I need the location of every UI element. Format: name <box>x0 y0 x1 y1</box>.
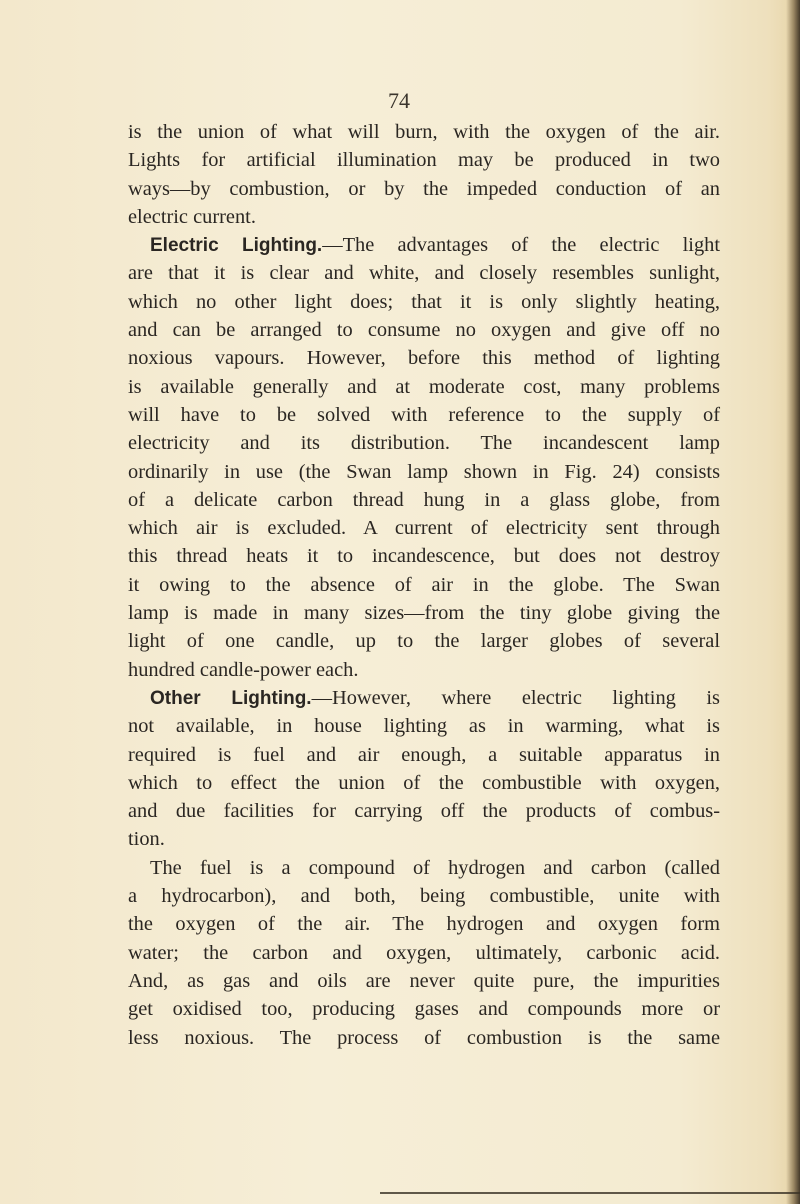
line-text: which to effect the union of the combustible with oxygen, <box>128 771 720 794</box>
text-line <box>128 939 720 967</box>
text-line <box>128 514 720 542</box>
text-line <box>128 429 720 457</box>
line-text: ways—by combustion, or by the impeded conduction of an <box>128 177 720 200</box>
text-line <box>128 910 720 938</box>
line-text: —However, where electric lighting is <box>311 686 720 709</box>
text-line <box>128 769 720 797</box>
line-text: are that it is clear and white, and closely resembles sunlight, <box>128 262 720 285</box>
text-line <box>128 995 720 1023</box>
page-number: 74 <box>388 88 410 113</box>
text-line <box>128 118 720 146</box>
line-text: the oxygen of the air. The hydrogen and oxygen form <box>128 913 720 936</box>
section-heading: Other Lighting. <box>150 687 312 709</box>
line-text: The fuel is a compound of hydrogen and carbon (called <box>150 856 720 879</box>
line-text: less noxious. The process of combustion is the same <box>128 1026 720 1049</box>
line-text: which air is excluded. A current of electricity sent through <box>128 517 720 540</box>
text-line <box>128 967 720 995</box>
line-text: noxious vapours. However, before this method of lighting <box>128 347 720 370</box>
line-text: Lights for artificial illumination may be produced in two <box>128 149 720 172</box>
text-line <box>128 316 720 344</box>
line-text: ordinarily in use (the Swan lamp shown in Fig. 24) consists <box>128 460 720 483</box>
text-line <box>128 542 720 570</box>
text-line <box>128 882 720 910</box>
line-text: and due facilities for carrying off the products of combus- <box>128 800 720 823</box>
line-text: of a delicate carbon thread hung in a glass globe, from <box>128 488 720 511</box>
line-text: light of one candle, up to the larger globes of several <box>128 630 720 653</box>
line-text: —The advantages of the electric light <box>322 234 721 257</box>
text-line <box>128 599 720 627</box>
text-line <box>128 175 720 203</box>
line-text: water; the carbon and oxygen, ultimately, carbonic acid. <box>128 941 720 964</box>
line-text: hundred candle-power each. <box>128 658 359 681</box>
line-text: it owing to the absence of air in the globe. The Swan <box>128 573 720 596</box>
text-line <box>128 854 720 882</box>
line-text: which no other light does; that it is only slightly heating, <box>128 290 720 313</box>
text-line <box>128 684 720 712</box>
line-text: is the union of what will burn, with the oxygen of the air. <box>128 121 720 143</box>
text-line <box>128 203 720 231</box>
text-line <box>128 656 720 684</box>
line-text: and can be arranged to consume no oxygen and give off no <box>128 319 720 342</box>
line-text: will have to be solved with reference to the supply of <box>128 403 720 426</box>
section-heading: Electric Lighting. <box>150 235 323 257</box>
text-line <box>128 401 720 429</box>
text-line <box>128 712 720 740</box>
line-text: lamp is made in many sizes—from the tiny globe giving the <box>128 602 720 625</box>
text-line <box>128 146 720 174</box>
text-line <box>128 344 720 372</box>
text-line <box>128 571 720 599</box>
line-text: And, as gas and oils are never quite pure, the impurities <box>128 969 720 992</box>
text-line <box>128 288 720 316</box>
line-text: is available generally and at moderate cost, many problems <box>128 375 720 398</box>
line-text: electricity and its distribution. The incandescent lamp <box>128 432 720 455</box>
text-line <box>128 486 720 514</box>
text-line <box>128 1024 720 1052</box>
line-text: required is fuel and air enough, a suitable apparatus in <box>128 743 720 766</box>
line-text: electric current. <box>128 205 256 228</box>
text-line <box>128 627 720 655</box>
page-bottom-edge <box>380 1192 800 1194</box>
text-line <box>128 797 720 825</box>
text-line <box>128 373 720 401</box>
text-line <box>128 825 720 853</box>
page-edge-shadow <box>786 0 800 1204</box>
text-line <box>128 458 720 486</box>
line-text: tion. <box>128 828 165 851</box>
line-text: not available, in house lighting as in warming, what is <box>128 715 720 738</box>
body-text <box>128 118 720 1052</box>
line-text: get oxidised too, producing gases and compounds more or <box>128 998 720 1021</box>
line-text: this thread heats it to incandescence, but does not destroy <box>128 545 720 568</box>
text-line <box>128 741 720 769</box>
text-line <box>128 231 720 259</box>
line-text: a hydrocarbon), and both, being combustible, unite with <box>128 885 720 908</box>
text-line <box>128 259 720 287</box>
